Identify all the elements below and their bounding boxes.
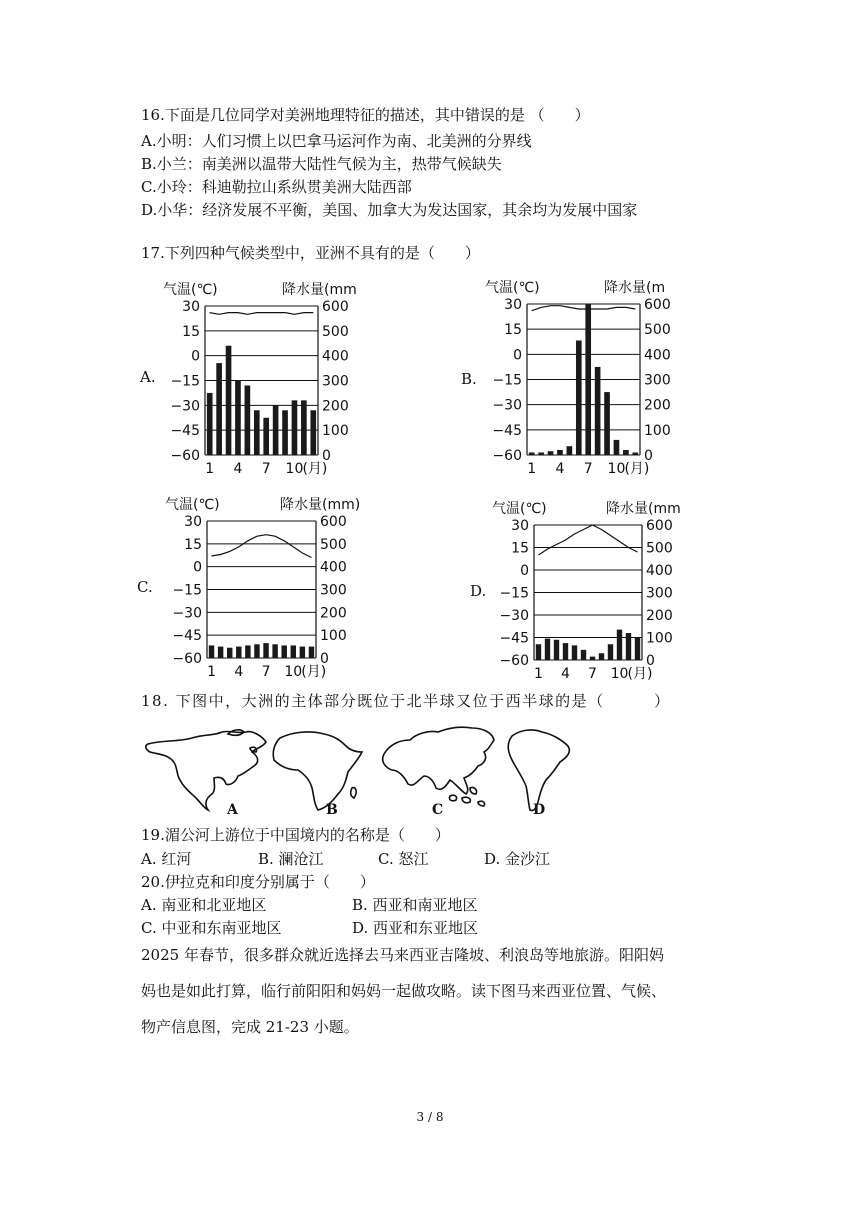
precip-bar-d [545, 639, 550, 660]
q18-stem: 18. 下图中，大洲的主体部分既位于北半球又位于西半球的是（ ） [141, 692, 671, 710]
precip-bar-a [282, 410, 288, 455]
month-tick-label-b: 1 [527, 461, 537, 477]
precip-bar-d [572, 645, 577, 660]
temp-tick-label-a: −45 [170, 423, 200, 440]
precip-bar-a [207, 393, 213, 455]
precip-tick-label-b: 100 [644, 422, 671, 439]
precip-tick-label-b: 200 [644, 397, 671, 414]
month-tick-label-a: 1 [205, 461, 215, 477]
precip-bar-b [604, 392, 610, 455]
precip-tick-label-d: 600 [646, 518, 673, 534]
q16-option-b: B.小兰：南美洲以温带大陆性气候为主，热带气候缺失 [141, 155, 502, 173]
temp-tick-label-a: 0 [191, 348, 200, 365]
precip-tick-label-b: 0 [644, 448, 653, 464]
q16-option-c: C.小玲：科迪勒拉山系纵贯美洲大陆西部 [141, 178, 412, 196]
temp-tick-label-b: 15 [504, 322, 522, 339]
precip-bar-a [235, 381, 241, 456]
temp-tick-label-c: −45 [172, 628, 202, 645]
temp-tick-label-a: 30 [182, 299, 200, 315]
precip-tick-label-c: 0 [320, 651, 329, 667]
precip-bar-d [536, 644, 541, 660]
precip-bar-c [263, 643, 268, 658]
temp-tick-label-d: 30 [511, 518, 529, 534]
precip-bar-d [626, 633, 631, 660]
temp-tick-label-c: 30 [184, 514, 202, 530]
month-tick-label-a: 10 [285, 461, 304, 477]
precip-tick-label-c: 600 [320, 514, 347, 530]
temp-tick-label-b: −15 [492, 372, 522, 389]
precip-tick-label-d: 500 [646, 540, 673, 557]
temp-tick-label-d: −15 [499, 585, 529, 602]
q16-stem: 16.下面是几位同学对美洲地理特征的描述，其中错误的是 （ ） [141, 106, 590, 124]
month-tick-label-c: 10 [284, 664, 303, 680]
precip-bar-d [563, 643, 568, 660]
temperature-line-b [532, 306, 636, 311]
month-tick-label-b: 7 [583, 461, 593, 477]
precip-bar-c [281, 645, 286, 658]
precip-bar-d [554, 640, 559, 660]
precip-tick-label-b: 600 [644, 297, 671, 313]
month-tick-label-b: 4 [555, 461, 565, 477]
precip-bar-b [567, 446, 573, 455]
month-tick-label-a: 7 [261, 461, 271, 477]
eurasia-outline [383, 727, 494, 806]
q20-option-b: B. 西亚和南亚地区 [352, 896, 478, 914]
month-tick-label-d: 7 [588, 666, 597, 682]
temp-tick-label-d: −45 [499, 630, 529, 647]
q16-option-d: D.小华：经济发展不平衡，美国、加拿大为发达国家，其余均为发展中国家 [141, 201, 638, 219]
precip-bar-a [310, 410, 316, 455]
q20-stem: 20.伊拉克和印度分别属于（ ） [141, 873, 375, 891]
temp-tick-label-c: −60 [172, 651, 202, 667]
precip-tick-label-d: 0 [646, 653, 655, 669]
temp-tick-label-c: −15 [172, 582, 202, 599]
q20-option-c: C. 中亚和东南亚地区 [141, 919, 282, 937]
temperature-line-d [539, 525, 638, 555]
map-label-b: B [326, 802, 338, 818]
map-label-a: A [227, 802, 238, 818]
temp-tick-label-b: 0 [513, 347, 522, 364]
precip-bar-d [617, 630, 622, 660]
precip-bar-b [595, 367, 601, 455]
precip-bar-b [557, 450, 563, 455]
month-tick-label-c: 4 [234, 664, 244, 680]
precip-bar-b [538, 452, 544, 455]
month-unit-b: (月) [624, 461, 650, 477]
temp-tick-label-d: −30 [499, 608, 529, 624]
precip-bar-d [608, 644, 613, 660]
precip-axis-title-d: 降水量(mm [606, 501, 681, 517]
precip-tick-label-d: 300 [646, 585, 673, 602]
month-tick-label-c: 1 [207, 664, 217, 680]
precip-axis-title-b: 降水量(m [604, 280, 666, 296]
q19-option-a: A. 红河 [141, 850, 192, 868]
temperature-line-a [210, 313, 314, 315]
precip-bar-d [635, 638, 640, 661]
precip-bar-c [218, 647, 223, 658]
month-tick-label-c: 7 [261, 664, 271, 680]
q19-option-c: C. 怒江 [378, 850, 429, 868]
precip-bar-a [254, 410, 260, 455]
q19-stem: 19.湄公河上游位于中国境内的名称是（ ） [141, 826, 450, 844]
precip-bar-c [245, 645, 250, 658]
month-tick-label-a: 4 [233, 461, 243, 477]
temp-axis-title-b: 气温(℃) [485, 280, 540, 296]
precip-tick-label-a: 200 [322, 398, 349, 415]
precip-bar-a [226, 346, 232, 455]
passage-line-3: 物产信息图，完成 21-23 小题。 [141, 1018, 359, 1036]
temp-axis-title-a: 气温(℃) [163, 282, 218, 298]
temp-tick-label-a: −30 [170, 398, 200, 415]
passage-line-1: 2025 年春节，很多群众就近选择去马来西亚吉隆坡、利浪岛等地旅游。阳阳妈 [141, 946, 664, 964]
precip-tick-label-a: 100 [322, 423, 349, 440]
map-label-d: D [533, 802, 546, 818]
map-label-c: C [432, 802, 444, 818]
q16-option-a: A.小明：人们习惯上以巴拿马运河作为南、北美洲的分界线 [141, 132, 532, 150]
precip-bar-a [273, 405, 279, 455]
precip-tick-label-c: 500 [320, 536, 347, 553]
precip-bar-b [529, 452, 535, 455]
q20-option-a: A. 南亚和北亚地区 [141, 896, 267, 914]
month-tick-label-d: 4 [561, 666, 570, 682]
precip-tick-label-b: 500 [644, 322, 671, 339]
temp-tick-label-a: −60 [170, 448, 200, 464]
precip-tick-label-c: 400 [320, 559, 347, 576]
chart-label-c: C. [137, 578, 153, 596]
precip-tick-label-d: 200 [646, 608, 673, 624]
precip-tick-label-b: 300 [644, 372, 671, 389]
precip-bar-a [292, 400, 298, 455]
south-america-outline [508, 730, 569, 811]
chart-label-d: D. [470, 582, 487, 600]
precip-axis-title-c: 降水量(mm) [280, 497, 361, 513]
precip-bar-d [590, 657, 595, 660]
precip-tick-label-a: 400 [322, 348, 349, 365]
precip-bar-d [599, 653, 604, 660]
temp-tick-label-a: −15 [170, 373, 200, 390]
precip-bar-a [245, 385, 251, 455]
precip-tick-label-b: 400 [644, 347, 671, 364]
month-tick-label-d: 1 [534, 666, 543, 682]
q17-stem: 17.下列四种气候类型中，亚洲不具有的是（ ） [141, 244, 480, 262]
precip-tick-label-a: 600 [322, 299, 349, 315]
temperature-line-c [212, 535, 312, 558]
precip-bar-a [301, 400, 307, 455]
continent-maps [0, 718, 860, 818]
passage-line-2: 妈也是如此打算，临行前阳阳和妈妈一起做攻略。读下图马来西亚位置、气候、 [141, 982, 667, 1000]
precip-tick-label-c: 200 [320, 605, 347, 622]
temp-tick-label-c: 15 [184, 536, 202, 553]
page-number: 3 / 8 [416, 1110, 444, 1124]
precip-tick-label-c: 100 [320, 628, 347, 645]
temp-tick-label-d: 15 [511, 540, 529, 557]
month-unit-c: (月) [301, 664, 327, 680]
temp-tick-label-c: −30 [172, 605, 202, 622]
precip-tick-label-d: 100 [646, 630, 673, 647]
q19-option-d: D. 金沙江 [484, 850, 551, 868]
precip-bar-c [309, 647, 314, 658]
temp-tick-label-b: −60 [492, 448, 522, 464]
precip-bar-c [254, 644, 259, 658]
temp-axis-title-d: 气温(℃) [492, 501, 547, 517]
precip-bar-c [300, 647, 305, 658]
precip-bar-c [209, 645, 214, 658]
month-unit-a: (月) [302, 461, 328, 477]
temp-axis-title-c: 气温(℃) [165, 497, 220, 513]
precip-tick-label-c: 300 [320, 582, 347, 599]
temp-tick-label-b: 30 [504, 297, 522, 313]
africa-outline [273, 732, 362, 810]
precip-tick-label-a: 500 [322, 323, 349, 340]
precip-bar-c [236, 647, 241, 658]
temp-tick-label-d: 0 [520, 563, 529, 579]
precip-bar-d [581, 650, 586, 660]
temp-tick-label-a: 15 [182, 323, 200, 340]
precip-axis-title-a: 降水量(mm [282, 282, 357, 298]
precip-bar-c [227, 648, 232, 658]
precip-bar-b [576, 340, 582, 455]
temp-tick-label-b: −45 [492, 422, 522, 439]
precip-tick-label-d: 400 [646, 563, 673, 579]
precip-tick-label-a: 300 [322, 373, 349, 390]
precip-bar-a [216, 363, 222, 455]
month-tick-label-d: 10 [610, 666, 629, 682]
temp-tick-label-d: −60 [499, 653, 529, 669]
north-america-outline [146, 730, 266, 810]
precip-bar-b [623, 450, 629, 455]
precip-bar-b [548, 451, 554, 455]
precip-tick-label-a: 0 [322, 448, 331, 464]
chart-label-b: B. [461, 370, 477, 388]
month-tick-label-b: 10 [607, 461, 626, 477]
precip-bar-c [272, 644, 277, 658]
temp-tick-label-b: −30 [492, 397, 522, 414]
q19-option-b: B. 澜沧江 [258, 850, 324, 868]
precip-bar-b [632, 452, 638, 455]
precip-bar-a [263, 418, 269, 455]
q20-option-d: D. 西亚和东亚地区 [352, 919, 479, 937]
chart-label-a: A. [140, 368, 156, 386]
precip-bar-b [585, 304, 591, 455]
precip-bar-c [291, 645, 296, 658]
temp-tick-label-c: 0 [193, 559, 202, 576]
precip-bar-b [614, 440, 620, 455]
month-unit-d: (月) [627, 666, 653, 682]
